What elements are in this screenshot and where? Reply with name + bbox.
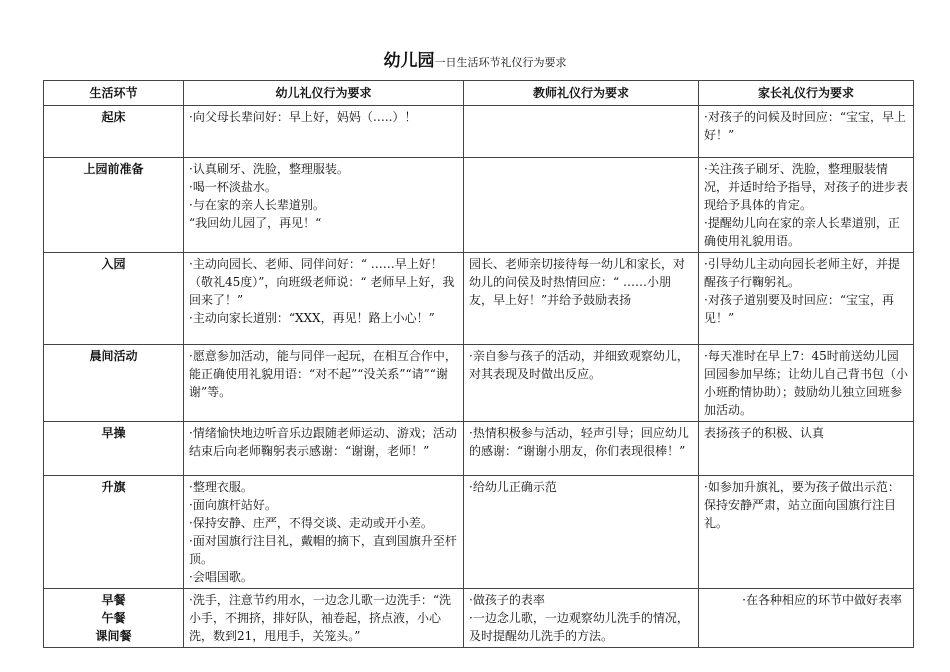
- child-item: ·喝一杯淡盐水。: [189, 180, 277, 194]
- teacher-cell: [464, 106, 699, 158]
- table-row: [44, 476, 914, 589]
- child-item: “我回幼儿园了，再见！“: [189, 216, 322, 230]
- child-cell: [184, 345, 464, 422]
- teacher-cell: [464, 253, 699, 345]
- child-item: ·整理衣服。: [189, 480, 253, 494]
- child-item: ·主动向家长道别：“XXX，再见！路上小心！”: [189, 311, 435, 325]
- table-row: [44, 345, 914, 422]
- teacher-cell: [464, 589, 699, 648]
- teacher-item: ·做孩子的表率: [469, 593, 545, 607]
- stage-cell: [44, 106, 184, 158]
- teacher-item: 园长、老师亲切接待每一幼儿和家长，对幼儿的问侯及时热情回应：“ ……小朋友，早上好！”并给予鼓励表扬: [469, 257, 686, 307]
- parent-item: ·对孩子的问候及时回应：“宝宝，早上好！”: [704, 110, 906, 142]
- parent-cell: [699, 589, 914, 648]
- child-cell: [184, 253, 464, 345]
- parent-cell: [699, 345, 914, 422]
- child-item: ·情绪愉快地边听音乐边跟随老师运动、游戏；活动结束后向老师鞠躬表示感谢：“谢谢，老师！”: [189, 426, 457, 458]
- stage-label: 早操: [101, 426, 126, 440]
- child-cell: [184, 422, 464, 476]
- header-row: [44, 81, 914, 106]
- child-item: ·向父母长辈问好：早上好，妈妈（…..）！: [189, 110, 417, 124]
- parent-item: ·每天准时在早上7：45时前送幼儿园回园参加早练；让幼儿自己背书包（小小班酌情协助）；鼓励幼儿独立回班参加活动。: [704, 349, 909, 417]
- stage-cell: [44, 253, 184, 345]
- child-item: ·保持安静、庄严，不得交谈、走动或开小差。: [189, 516, 433, 530]
- header-stage: 生活环节: [44, 81, 184, 106]
- stage-label: 早餐: [101, 593, 126, 607]
- parent-cell: [699, 253, 914, 345]
- parent-item: ·引导幼儿主动向园长老师主好，并提醒孩子行鞠躬礼。: [704, 257, 900, 289]
- child-cell: [184, 476, 464, 589]
- stage-cell: [44, 345, 184, 422]
- parent-item: 表扬孩子的积极、认真: [704, 426, 825, 440]
- stage-label: 晨间活动: [89, 349, 138, 363]
- stage-label: 升旗: [101, 480, 126, 494]
- parent-item: ·如参加升旗礼，要为孩子做出示范：保持安静严肃，站立面向国旗行注目礼。: [704, 480, 900, 530]
- child-cell: [184, 589, 464, 648]
- child-item: ·洗手，注意节约用水，一边念儿歌一边洗手：“洗小手，不拥挤，排好队，袖卷起，挤点液，小心洗，数到21，甩甩手，关笼头。”: [189, 593, 451, 643]
- child-item: ·认真刷牙、洗脸，整理服装。: [189, 162, 349, 176]
- teacher-cell: [464, 158, 699, 253]
- document-title: [0, 50, 950, 74]
- parent-item: ·在各种相应的环节中做好表率: [704, 593, 902, 607]
- title-main: 幼儿园: [383, 51, 435, 71]
- child-item: ·与在家的亲人长辈道别。: [189, 198, 325, 212]
- header-child: 幼儿礼仪行为要求: [184, 81, 464, 106]
- table-row: [44, 253, 914, 345]
- teacher-item: ·亲自参与孩子的活动，并细致观察幼儿，对其表现及时做出反应。: [469, 349, 689, 381]
- parent-cell: [699, 106, 914, 158]
- child-item: ·面对国旗行注目礼，戴帽的摘下，直到国旗升至杆顶。: [189, 534, 457, 566]
- stage-cell: [44, 158, 184, 253]
- child-cell: [184, 158, 464, 253]
- teacher-item: ·给幼儿正确示范: [469, 480, 557, 494]
- stage-label: 午餐: [101, 611, 126, 625]
- parent-item: ·关注孩子刷牙、洗脸，整理服装情况，并适时给予指导，对孩子的进步表现给予具体的肯定。: [704, 162, 909, 212]
- stage-cell: [44, 589, 184, 648]
- teacher-item: ·热情积极参与活动，轻声引导；回应幼儿的感谢：“谢谢小朋友，你们表现很棒！”: [469, 426, 689, 458]
- teacher-cell: [464, 476, 699, 589]
- table-row: [44, 589, 914, 648]
- teacher-cell: [464, 345, 699, 422]
- title-subtitle: 一日生活环节礼仪行为要求: [434, 56, 567, 69]
- parent-item: ·提醒幼儿向在家的亲人长辈道别，正确使用礼貌用语。: [704, 216, 900, 248]
- stage-label: 上园前准备: [83, 162, 144, 176]
- parent-cell: [699, 476, 914, 589]
- child-item: ·会唱国歌。: [189, 570, 253, 584]
- parent-cell: [699, 158, 914, 253]
- table-row: [44, 422, 914, 476]
- child-item: ·面向旗杆站好。: [189, 498, 277, 512]
- stage-label: 起床: [101, 110, 126, 124]
- stage-label: 课间餐: [95, 629, 132, 643]
- teacher-cell: [464, 422, 699, 476]
- teacher-item: ·一边念儿歌，一边观察幼儿洗手的情况，及时提醒幼儿洗手的方法。: [469, 611, 689, 643]
- stage-label: 入园: [101, 257, 126, 271]
- header-teacher: 教师礼仪行为要求: [464, 81, 699, 106]
- table-row: [44, 106, 914, 158]
- child-cell: [184, 106, 464, 158]
- stage-cell: [44, 422, 184, 476]
- child-item: ·愿意参加活动，能与同伴一起玩，在相互合作中，能正确使用礼貌用语：“对不起”“没关系”“请”“谢谢”等。: [189, 349, 457, 399]
- child-item: ·主动向园长、老师、同伴问好：“ ……早上好！（敬礼45度）”，向班级老师说：“ 老师早上好，我回来了！”: [189, 257, 455, 307]
- stage-cell: [44, 476, 184, 589]
- etiquette-table: [43, 80, 914, 648]
- parent-item: ·对孩子道别要及时回应：“宝宝，再见！”: [704, 293, 894, 325]
- parent-cell: [699, 422, 914, 476]
- table-row: [44, 158, 914, 253]
- header-parent: 家长礼仪行为要求: [699, 81, 914, 106]
